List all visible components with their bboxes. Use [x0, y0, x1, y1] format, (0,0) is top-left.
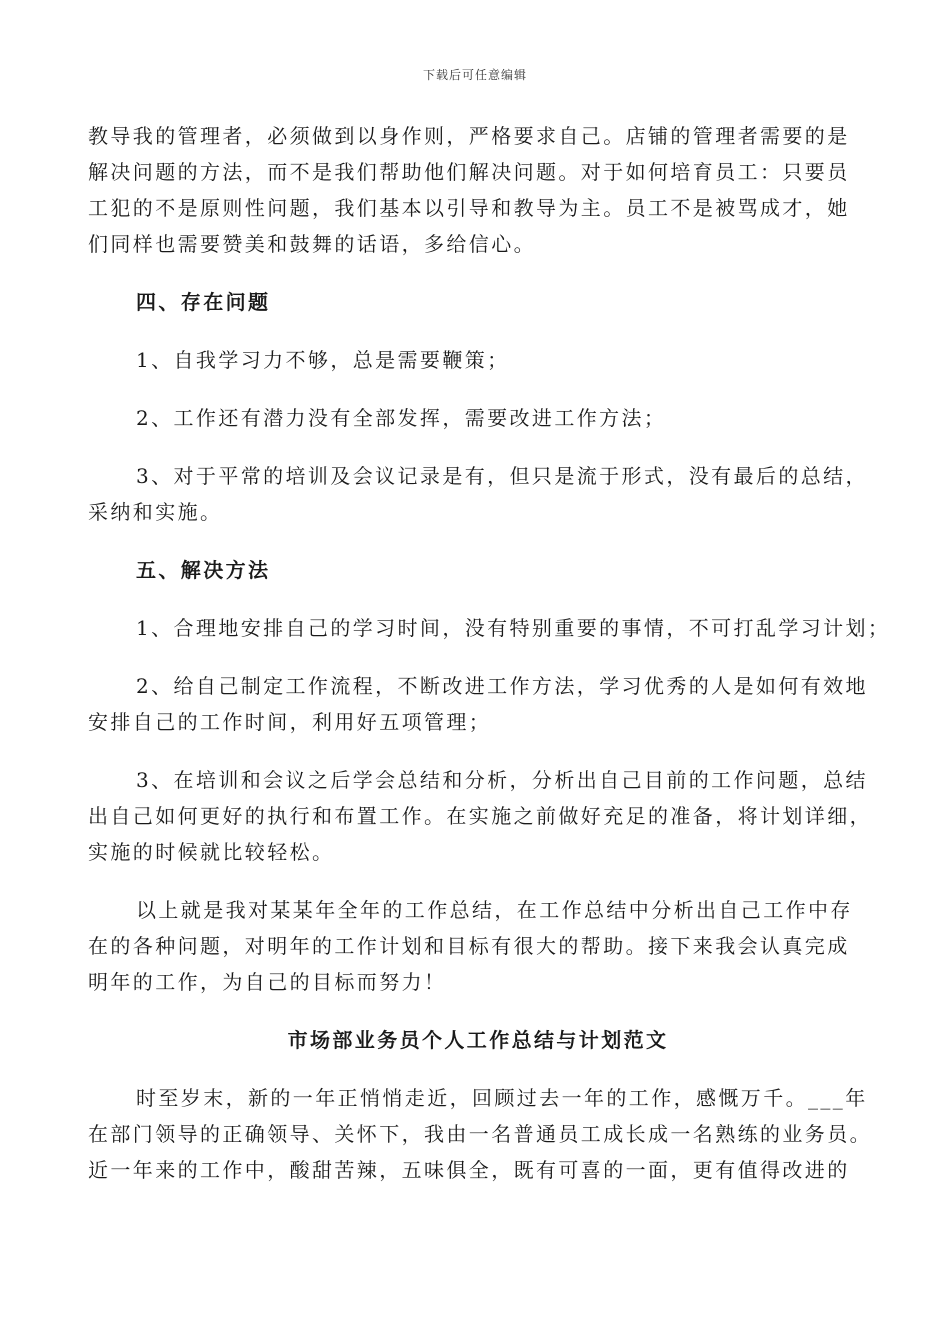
- solution-item-1: 1、合理地安排自己的学习时间，没有特别重要的事情，不可打乱学习计划；: [136, 616, 891, 640]
- text-line: 3、对于平常的培训及会议记录是有，但只是流于形式，没有最后的总结，: [136, 464, 868, 488]
- text-line: 3、在培训和会议之后学会总结和分析，分析出自己目前的工作问题，总结: [136, 768, 868, 792]
- issue-item-3: [88, 458, 868, 530]
- text-line: 采纳和实施。: [88, 500, 223, 524]
- text-line: 实施的时候就比较轻松。: [88, 840, 335, 864]
- paragraph-intro: [88, 1080, 872, 1188]
- article-title: 市场部业务员个人工作总结与计划范文: [287, 1028, 669, 1052]
- text-line: 们同样也需要赞美和鼓舞的话语，多给信心。: [88, 232, 536, 256]
- text-line: 2、给自己制定工作流程，不断改进工作方法，学习优秀的人是如何有效地: [136, 674, 868, 698]
- solution-item-2: [88, 668, 868, 740]
- paragraph-conclusion: [88, 892, 868, 1000]
- text-line: 工犯的不是原则性问题，我们基本以引导和教导为主。员工不是被骂成才，她: [88, 196, 850, 220]
- text-line: 在部门领导的正确领导、关怀下，我由一名普通员工成长成一名熟练的业务员。: [88, 1122, 872, 1146]
- text-line: 近一年来的工作中，酸甜苦辣，五味俱全，既有可喜的一面，更有值得改进的: [88, 1158, 850, 1182]
- page-header: 下载后可任意编辑: [422, 68, 527, 82]
- issue-item-1: 1、自我学习力不够，总是需要鞭策；: [136, 348, 510, 372]
- text-line: 时至岁末，新的一年正悄悄走近，回顾过去一年的工作，感慨万千。___年: [136, 1086, 868, 1110]
- solution-item-3: [88, 762, 872, 870]
- paragraph-management: [88, 118, 868, 262]
- text-line: 以上就是我对某某年全年的工作总结，在工作总结中分析出自己工作中存: [136, 898, 853, 922]
- issue-item-2: 2、工作还有潜力没有全部发挥，需要改进工作方法；: [136, 406, 667, 430]
- section-heading-issues: 四、存在问题: [136, 290, 271, 314]
- section-heading-solutions: 五、解决方法: [136, 558, 271, 582]
- text-line: 安排自己的工作时间，利用好五项管理；: [88, 710, 492, 734]
- text-line: 明年的工作，为自己的目标而努力！: [88, 970, 447, 994]
- text-line: 解决问题的方法，而不是我们帮助他们解决问题。对于如何培育员工：只要员: [88, 160, 850, 184]
- text-line: 在的各种问题，对明年的工作计划和目标有很大的帮助。接下来我会认真完成: [88, 934, 850, 958]
- text-line: 出自己如何更好的执行和布置工作。在实施之前做好充足的准备，将计划详细，: [88, 804, 872, 828]
- text-line: 教导我的管理者，必须做到以身作则，严格要求自己。店铺的管理者需要的是: [88, 124, 850, 148]
- document-body: [88, 118, 891, 1188]
